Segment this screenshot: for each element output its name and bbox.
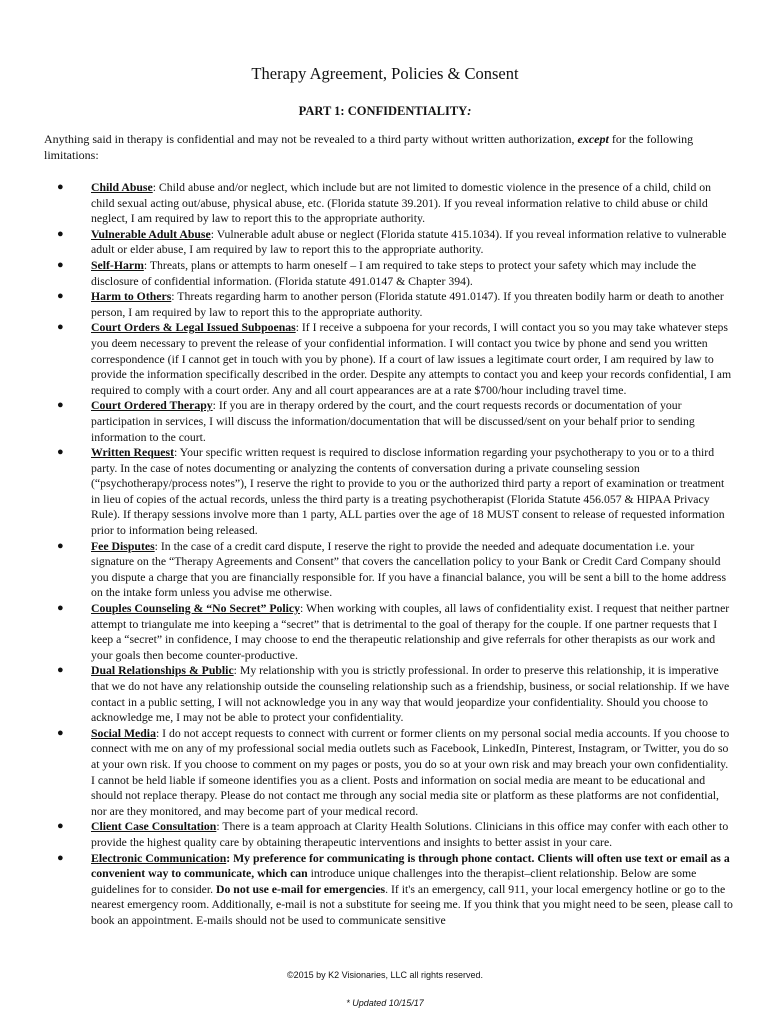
item-term: Child Abuse [91,181,153,194]
part-heading-text: PART 1: CONFIDENTIALITY [298,104,468,118]
item-text: : In the case of a credit card dispute, I reserve the right to provide the needed and adequate documentation i.e. your signature on the “Therapy Agreements and Consent” that covers the cancellation policy to your Bank or Credit Card Company should you dispute a charge that you are financially responsible for. If you have a financial balance, you will be sent a bill to the home address on the intake form unless you advise me otherwise. [91,539,727,600]
item-text: : If you are in therapy ordered by the court, and the court requests records or documentation of your participation in services, I will discuss the information/documentation that will be discussed/sent on your behalf prior to sending information to the court. [91,399,695,444]
item-term: Dual Relationships & Public [91,664,234,678]
item-text: : When working with couples, all laws of confidentiality exist. I request that neither partner attempt to triangulate me into keeping a “secret” that is detrimental to the goal of therapy for the couple. If one partner requests that I keep a “secret” in confidence, I may choose to end the therapeutic relationship and give referrals for other therapists as our work and your goals then become counter-productive. [91,602,730,662]
item-term: Self-Harm [91,258,144,272]
list-item [44,819,734,850]
part-heading-colon: : [467,104,472,118]
list-item [44,851,734,929]
copyright-footer: ©2015 by K2 Visionaries, LLC all rights reserved. [286,970,484,980]
item-text: : Child abuse and/or neglect, which include but are not limited to domestic violence in the presence of a child, child on child sexual acting out/abuse, physical abuse, etc. (Florida statute 39.201). If you reveal information relative to child abuse or child neglect, I am required by law to report this to the appropriate authority. [91,181,712,226]
list-item [44,258,734,289]
item-text: : Your specific written request is required to disclose information regarding your psychotherapy to you or to a third party. In the case of notes documenting or analyzing the contents of conversation during a private counseling session (“psychotherapy/process notes”), I reserve the right to provide to you or the authorized third party a report of examination or treatment in lieu of copies of the actual records, unless the third party is a treating psychotherapist (Florida Statute 456.057 & HIPAA Privacy Rule). If therapy sessions involve more than 1 party, ALL parties over the age of 18 MUST consent to release of requested information prior to information being released. [91,446,725,538]
list-item [44,726,734,820]
item-text: introduce unique challenges into the therapist–client relationship. Below are some guidelines for to consider. [91,867,697,896]
list-item [44,289,734,320]
item-term: Couples Counseling & “No Secret” Policy [91,602,300,616]
bullet-icon: ● [57,602,64,615]
item-term: Written Request [91,446,175,460]
bullet-icon: ● [57,258,64,271]
bullet-icon: ● [57,851,64,864]
intro-emphasis: except [577,132,609,146]
item-term: Fee Disputes [91,539,155,553]
item-term: Harm to Others [91,290,172,304]
intro-text-before: Anything said in therapy is confidential and may not be revealed to a third party without written authorization, [44,132,578,146]
item-term: Court Ordered Therapy [91,399,213,413]
item-term: Vulnerable Adult Abuse [91,227,211,241]
item-text: : Threats, plans or attempts to harm oneself – I am required to take steps to protect your safety which may include the disclosure of confidential information. (Florida statute 491.0147 & Chapter 394). [91,258,697,288]
bullet-icon: ● [57,539,64,552]
item-text: : There is a team approach at Clarity Health Solutions. Clinicians in this office may confer with each other to provide the highest quality care by obtaining therapeutic interventions and insights to better assist in your care. [91,820,729,849]
bullet-icon: ● [57,227,64,240]
list-item [44,539,734,601]
limitations-list [44,180,734,929]
bullet-icon: ● [57,446,64,459]
bullet-icon: ● [57,664,64,677]
list-item [44,180,734,227]
item-text: : I do not accept requests to connect with current or former clients on my personal social media accounts. If you choose to connect with me on any of my professional social media outlets such as Facebook, LinkedIn, Pinterest, Instagram, or Twitter, you do so at your own risk. If you choose to comment on my pages or posts, you do so at your own risk and may breach your own confidentiality. I cannot be held liable if someone identifies you as a client. Posts and information on social media are meant to be educational and should not replace therapy. Please do not contact me through any social media site or platform as these platforms are not confidential, nor are they monitored, and may become part of your medical record. [91,726,730,818]
item-bold-text: : My preference for communicating is through phone contact. Clients will often use text or email as a convenient way to communicate, which can [91,851,730,881]
bullet-icon: ● [57,321,64,334]
list-item [44,320,734,398]
list-item [44,601,734,663]
item-text: : My relationship with you is strictly professional. In order to preserve this relationship, it is imperative that we do not have any relationship outside the counseling relationship such as a friendship, business, or social relationship. If we have contact in a public setting, I will not acknowledge you in any way that would jeopardize your confidentiality. Should you choose to acknowledge me, I may not be able to protect your confidentiality. [91,664,730,725]
list-item [44,445,734,539]
list-item [44,398,734,445]
updated-note: * Updated 10/15/17 [346,998,424,1008]
bullet-icon: ● [57,181,64,193]
item-term: Social Media [91,726,156,740]
item-text: : Threats regarding harm to another person (Florida statute 491.0147). If you threaten bodily harm or death to another person, I am required by law to report this to the appropriate authority. [91,290,724,319]
part-heading [0,103,770,119]
list-item [44,663,734,725]
intro-text-after: for the following limitations: [44,132,694,162]
bullet-icon: ● [57,820,64,833]
intro-paragraph [44,132,734,163]
item-term: Electronic Communication [91,851,227,865]
item-text: : If I receive a subpoena for your records, I will contact you so you may take whatever steps you deem necessary to prevent the release of your confidential information. I will contact you twice by phone and send you written correspondence (if I cannot get in touch with you by phone). If a court of law issues a legitimate court order, I am required by law to provide the information specifically described in the order. Despite any attempts to contact you and keep your records confidential, I am required to comply with a court order. Any and all court appearances are at a rate $700/hour including travel time. [91,321,732,397]
list-item [44,227,734,258]
item-term: Client Case Consultation [91,820,217,834]
bullet-icon: ● [57,290,64,303]
item-term: Court Orders & Legal Issued Subpoenas [91,321,296,335]
item-text: . If it's an emergency, call 911, your local emergency hotline or go to the nearest emergency room. Additionally, e-mail is not a substitute for seeing me. If you think that you might need to be seen, please call to book an appointment. E-mails should not be used to communicate sensitive [91,882,733,927]
document-title: Therapy Agreement, Policies & Consent [251,64,519,83]
item-text: : Vulnerable adult abuse or neglect (Florida statute 415.1034). If you reveal information relative to vulnerable adult or elder abuse, I am required by law to report this to the appropriate authority. [91,227,727,257]
bullet-icon: ● [57,726,64,739]
bullet-icon: ● [57,399,64,412]
item-bold-text: Do not use e-mail for emergencies [215,882,386,896]
